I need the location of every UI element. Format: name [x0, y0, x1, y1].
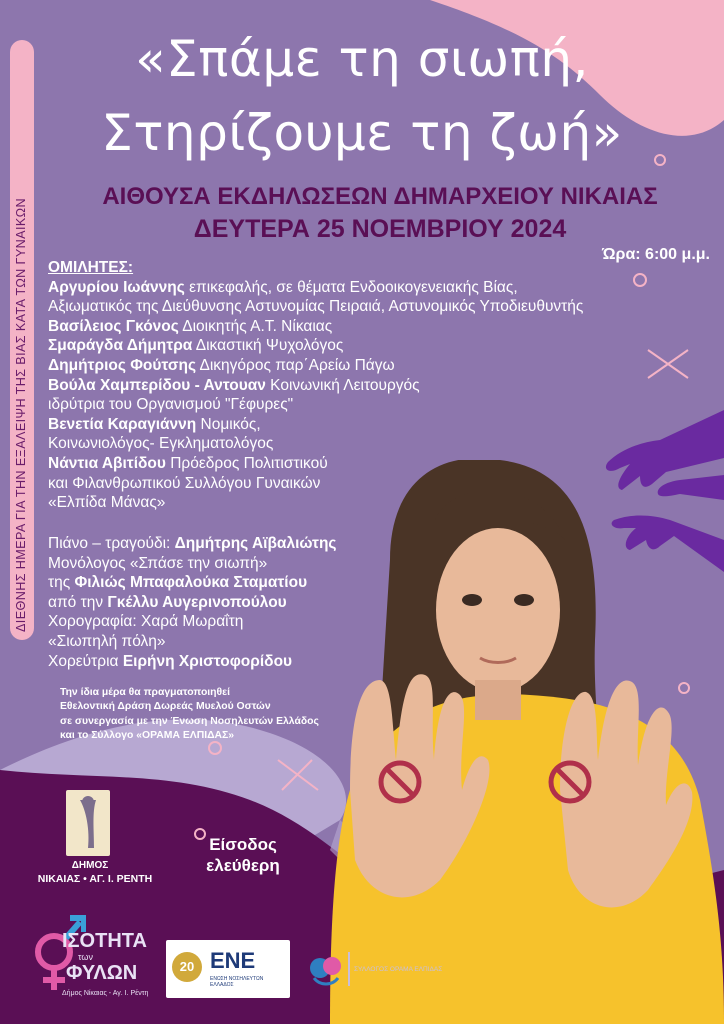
anniversary-badge-icon: 20	[172, 952, 202, 982]
speaker-line: και Φιλανθρωπικού Συλλόγου Γυναικών	[48, 474, 321, 492]
program-line: Χορογραφία: Χαρά Μωραΐτη	[48, 613, 244, 631]
equality-label-2: ΦΥΛΩΝ	[66, 962, 138, 984]
speaker-line: «Ελπίδα Μάνας»	[48, 494, 166, 512]
program-line: της Φιλιώς Μπαφαλούκα Σταματίου	[48, 574, 308, 592]
note-line: και το Σύλλογο «ΟΡΑΜΑ ΕΛΠΙΔΑΣ»	[60, 729, 235, 741]
orama-elpidas-label: ΣΥΛΛΟΓΟΣ ΟΡΑΜΑ ΕΛΠΙΔΑΣ	[354, 966, 443, 973]
logo-divider	[348, 952, 350, 986]
note-line: Εθελοντική Δράση Δωρεάς Μυελού Οστών	[60, 701, 271, 713]
municipality-emblem-icon	[66, 790, 110, 856]
program-line: Μονόλογος «Σπάσε την σιωπή»	[48, 554, 268, 572]
speaker-line: Δημήτριος Φούτσης Δικηγόρος παρ΄Αρείω Πάγω	[48, 356, 395, 374]
speakers-heading: ΟΜΙΛΗΤΕΣ:	[48, 259, 134, 276]
note-line: σε συνεργασία με την Ένωση Νοσηλευτών Ελλάδος	[60, 715, 319, 727]
speaker-line: Βασίλειος Γκόνος Διοικητής Α.Τ. Νίκαιας	[48, 317, 333, 335]
equality-sub: Δήμος Νίκαιας - Αγ. Ι. Ρέντη	[62, 990, 149, 997]
speakers-list	[48, 258, 718, 513]
program-line: «Σιωπηλή πόλη»	[48, 632, 166, 650]
speaker-line: Νάντια Αβιτίδου Πρόεδρος Πολιτιστικού	[48, 454, 328, 472]
poster-title-line1: «Σπάμε τη σιωπή,	[135, 30, 589, 88]
note-line: Την ίδια μέρα θα πραγματοποιηθεί	[60, 687, 230, 698]
speaker-line: Αξιωματικός της Διεύθυνσης Αστυνομίας Πειραιά, Αστυνομικός Υποδιευθυντής	[48, 298, 584, 316]
speaker-line: Βενετία Καραγιάννη Νομικός,	[48, 415, 261, 433]
side-text: ΔΙΕΘΝΗΣ ΗΜΕΡΑ ΓΙΑ ΤΗΝ ΕΞΑΛΕΙΨΗ ΤΗΣ ΒΙΑΣ ΚΑΤΑ ΤΩΝ ΓΥΝΑΙΚΩΝ	[14, 198, 28, 632]
program-list	[48, 534, 468, 671]
speaker-line: Αργυρίου Ιωάννης επικεφαλής, σε θέματα Ενδοοικογενειακής Βίας,	[48, 278, 518, 296]
program-line: Χορεύτρια Ειρήνη Χριστοφορίδου	[48, 652, 293, 670]
program-line: από την Γκέλλυ Αυγερινοπούλου	[48, 593, 287, 611]
time-line: Ώρα: 6:00 μ.μ.	[602, 246, 710, 263]
program-line: Πιάνο – τραγούδι: Δημήτρης Αϊβαλιώτης	[48, 535, 337, 552]
speaker-line: Βούλα Χαμπερίδου - Αντουαν Κοινωνική Λειτουργός	[48, 376, 420, 394]
speaker-line: ιδρύτρια του Οργανισμού "Γέφυρες"	[48, 396, 294, 414]
municipality-label-1: ΔΗΜΟΣ	[71, 860, 109, 871]
municipality-label-2: ΝΙΚΑΙΑΣ • ΑΓ. Ι. ΡΕΝΤΗ	[37, 873, 153, 885]
ene-logo	[166, 940, 290, 998]
equality-label: ΙΣΟΤΗΤΑ	[62, 930, 147, 952]
poster-title-line2: Στηρίζουμε τη ζωή»	[101, 104, 623, 162]
ene-label: ΕΝΕ	[210, 948, 256, 973]
ene-sub: ΕΝΩΣΗ ΝΟΣΗΛΕΥΤΩΝ ΕΛΛΑΔΟΣ	[210, 976, 264, 988]
equality-small: των	[78, 952, 93, 962]
speaker-line: Κοινωνιολόγος- Εγκληματολόγος	[48, 435, 274, 453]
venue-line: ΑΙΘΟΥΣΑ ΕΚΔΗΛΩΣΕΩΝ ΔΗΜΑΡΧΕΙΟΥ ΝΙΚΑΙΑΣ	[102, 183, 658, 210]
date-line: ΔΕΥΤΕΡΑ 25 ΝΟΕΜΒΡΙΟΥ 2024	[193, 215, 567, 243]
speaker-line: Σμαράγδα Δήμητρα Δικαστική Ψυχολόγος	[48, 337, 344, 355]
donation-note	[60, 686, 380, 743]
free-entry: Είσοδος ελεύθερη	[206, 835, 280, 875]
orama-elpidas-logo-icon	[306, 950, 346, 990]
